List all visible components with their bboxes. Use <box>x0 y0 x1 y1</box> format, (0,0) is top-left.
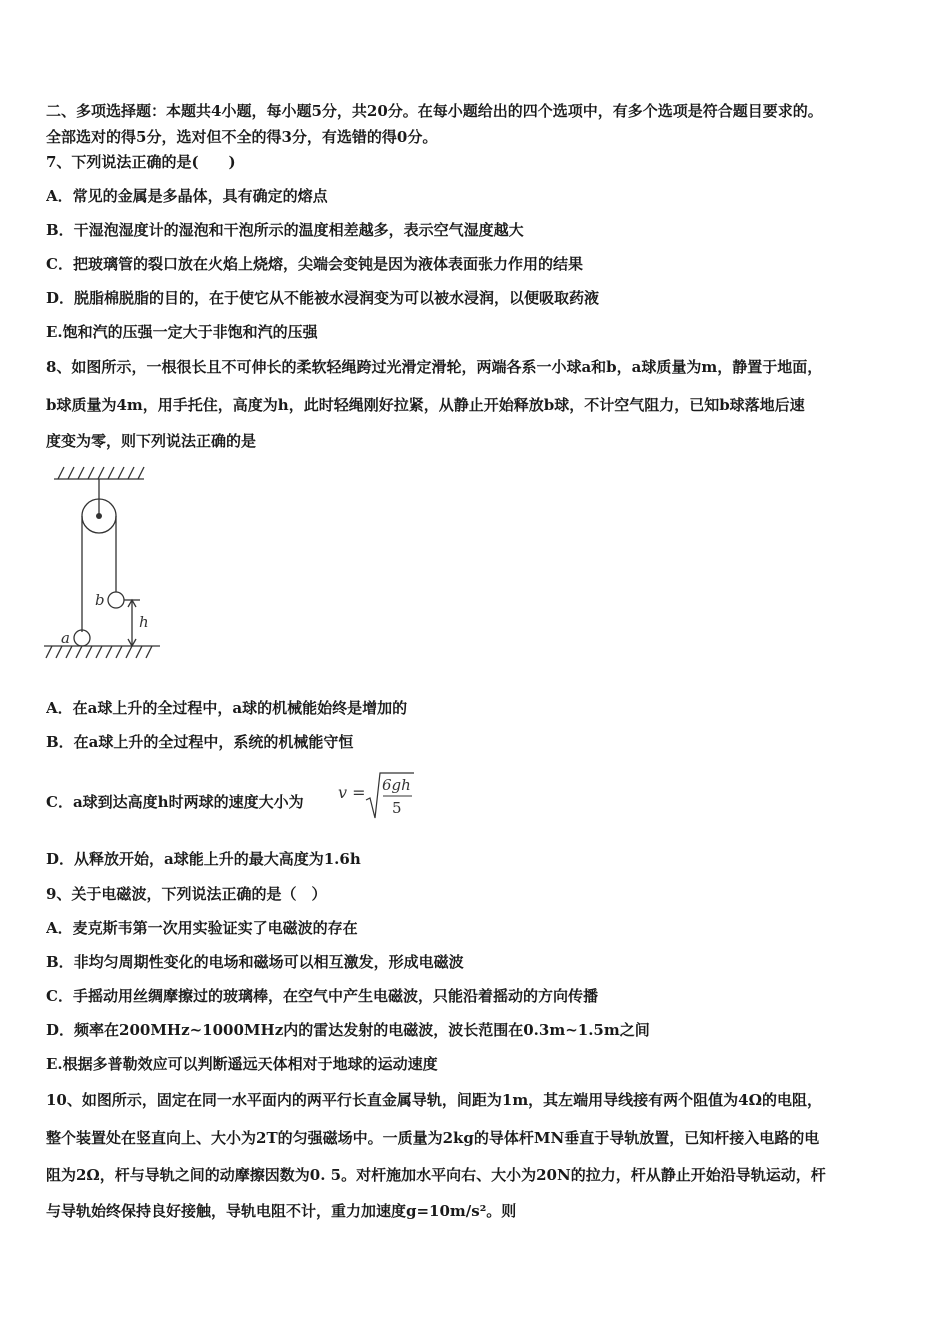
q8-option-b: B．在a球上升的全过程中，系统的机械能守恒 <box>46 733 354 751</box>
q9-option-d: D．频率在200MHz~1000MHz内的雷达发射的电磁波，波长范围在0.3m~1.5m之间 <box>46 1021 650 1039</box>
q10-stem-line-2: 整个装置处在竖直向上、大小为2T的匀强磁场中。一质量为2kg的导体杆MN垂直于导轨放置，已知杆接入电路的电 <box>46 1129 820 1147</box>
q7-option-e: E.饱和汽的压强一定大于非饱和汽的压强 <box>46 323 318 341</box>
q10-stem-line-1: 10、如图所示，固定在同一水平面内的两平行长直金属导轨，间距为1m，其左端用导线接有两个阻值为4Ω的电阻， <box>46 1091 822 1109</box>
q8-option-d: D．从释放开始，a球能上升的最大高度为1.6h <box>46 850 361 868</box>
q7-option-c: C．把玻璃管的裂口放在火焰上烧熔，尖端会变钝是因为液体表面张力作用的结果 <box>46 255 583 273</box>
q7-option-b: B．干湿泡湿度计的湿泡和干泡所示的温度相差越多，表示空气湿度越大 <box>46 221 524 239</box>
q9-option-a: A．麦克斯韦第一次用实验证实了电磁波的存在 <box>46 919 358 937</box>
section-header-line-1: 二、多项选择题：本题共4小题，每小题5分，共20分。在每小题给出的四个选项中，有多个选项是符合题目要求的。 <box>46 102 823 120</box>
q8-option-a: A．在a球上升的全过程中，a球的机械能始终是增加的 <box>46 699 408 717</box>
q7-option-a: A．常见的金属是多晶体，具有确定的熔点 <box>46 187 328 205</box>
section-header-line-2: 全部选对的得5分，选对但不全的得3分，有选错的得0分。 <box>46 128 438 146</box>
formula-lhs: v = <box>338 783 366 802</box>
q8-option-c-lead: C．a球到达高度h时两球的速度大小为 <box>46 793 304 811</box>
pulley-figure <box>40 460 165 665</box>
q7-stem: 7、下列说法正确的是( ) <box>46 153 236 171</box>
q10-stem-line-4: 与导轨始终保持良好接触，导轨电阻不计，重力加速度g=10m/s²。则 <box>46 1202 517 1220</box>
q10-stem-line-3: 阻为2Ω，杆与导轨之间的动摩擦因数为0. 5。对杆施加水平向右、大小为20N的拉力，杆从静止开始沿导轨运动，杆 <box>46 1166 826 1184</box>
pulley-axle <box>96 513 102 519</box>
q8-option-c <box>46 770 546 830</box>
label-ball-b: b <box>95 591 105 609</box>
pulley-diagram <box>40 460 165 665</box>
q9-option-c: C．手摇动用丝绸摩擦过的玻璃棒，在空气中产生电磁波，只能沿着摇动的方向传播 <box>46 987 598 1005</box>
q8-stem-line-3: 度变为零，则下列说法正确的是 <box>46 432 257 450</box>
speed-formula <box>338 770 468 822</box>
q8-stem-line-1: 8、如图所示，一根很长且不可伸长的柔软轻绳跨过光滑定滑轮，两端各系一小球a和b，a球质量为m，静置于地面， <box>46 358 823 376</box>
formula-numerator: 6gh <box>382 776 411 794</box>
formula-denominator: 5 <box>392 799 402 817</box>
q9-stem: 9、关于电磁波，下列说法正确的是（ ） <box>46 885 327 903</box>
q9-option-e: E.根据多普勒效应可以判断遥远天体相对于地球的运动速度 <box>46 1055 438 1073</box>
q8-stem-line-2: b球质量为4m，用手托住，高度为h，此时轻绳刚好拉紧，从静止开始释放b球，不计空气阻力，已知b球落地后速 <box>46 396 805 414</box>
q9-option-b: B．非均匀周期性变化的电场和磁场可以相互激发，形成电磁波 <box>46 953 464 971</box>
label-ball-a: a <box>61 629 70 647</box>
label-height-h: h <box>139 613 149 631</box>
q7-option-d: D．脱脂棉脱脂的目的，在于使它从不能被水浸润变为可以被水浸润，以便吸取药液 <box>46 289 600 307</box>
